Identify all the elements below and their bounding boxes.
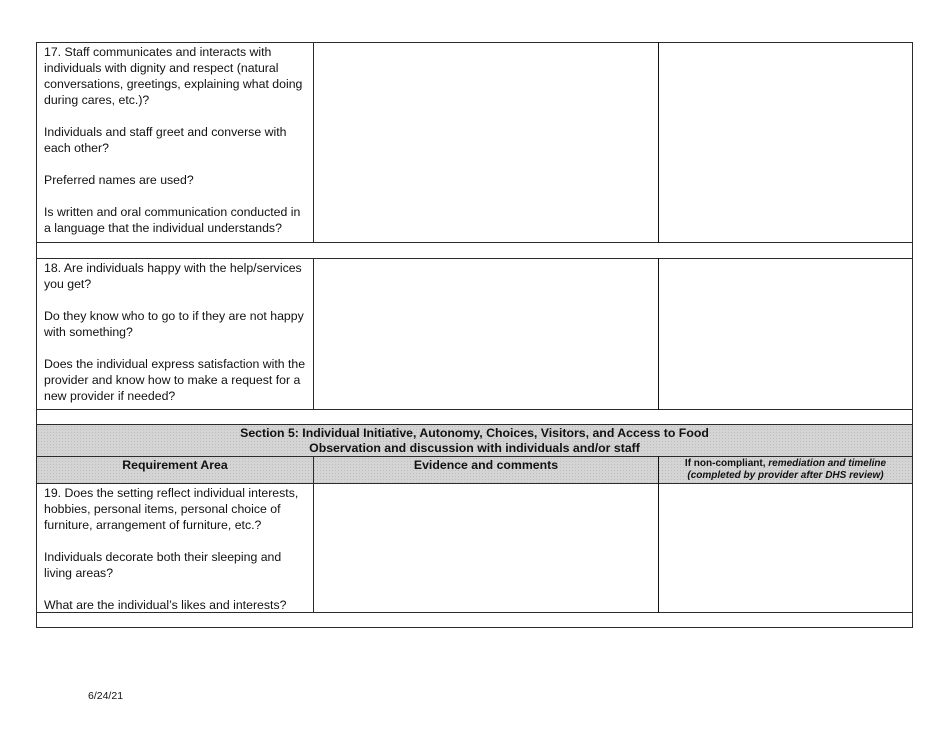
column-header-evidence: Evidence and comments	[413, 458, 559, 472]
noncompliant-prefix: If non-compliant,	[684, 458, 769, 469]
row-17-paragraph: Individuals and staff greet and converse with each other?	[44, 125, 287, 155]
noncompliant-italic: remediation and timeline	[768, 458, 887, 469]
noncompliant-line-2: (completed by provider after DHS review)	[687, 470, 884, 481]
section-5-title: Section 5: Individual Initiative, Autonomy, Choices, Visitors, and Access to Food	[240, 426, 709, 440]
row-19-requirement	[44, 485, 308, 613]
row-17-paragraph: Is written and oral communication conducted in a language that the individual understands?	[44, 205, 301, 235]
footer-date: 6/24/21	[88, 690, 124, 702]
row-19-paragraph: What are the individual’s likes and interests?	[44, 598, 287, 612]
column-header-noncompliant	[659, 458, 912, 482]
row-18-requirement	[44, 260, 308, 404]
row-17-paragraph: 17. Staff communicates and interacts with individuals with dignity and respect (natural conversations, greetings, explaining what doing during cares, etc.)?	[44, 45, 303, 107]
row-17-paragraph: Preferred names are used?	[44, 173, 194, 187]
column-header-requirement: Requirement Area	[122, 458, 228, 472]
row-19-paragraph: 19. Does the setting reflect individual interests, hobbies, personal items, personal choice of furniture, arrangement of furniture, etc.?	[44, 486, 299, 532]
row-18-paragraph: 18. Are individuals happy with the help/services you get?	[44, 261, 302, 291]
noncompliant-line-1	[659, 458, 912, 470]
row-19-paragraph: Individuals decorate both their sleeping and living areas?	[44, 550, 282, 580]
section-5-subtitle: Observation and discussion with individuals and/or staff	[309, 441, 640, 455]
row-18-paragraph: Does the individual express satisfaction with the provider and know how to make a request for a new provider if needed?	[44, 357, 306, 403]
row-18-paragraph: Do they know who to go to if they are not happy with something?	[44, 309, 304, 339]
row-17-requirement	[44, 44, 308, 236]
